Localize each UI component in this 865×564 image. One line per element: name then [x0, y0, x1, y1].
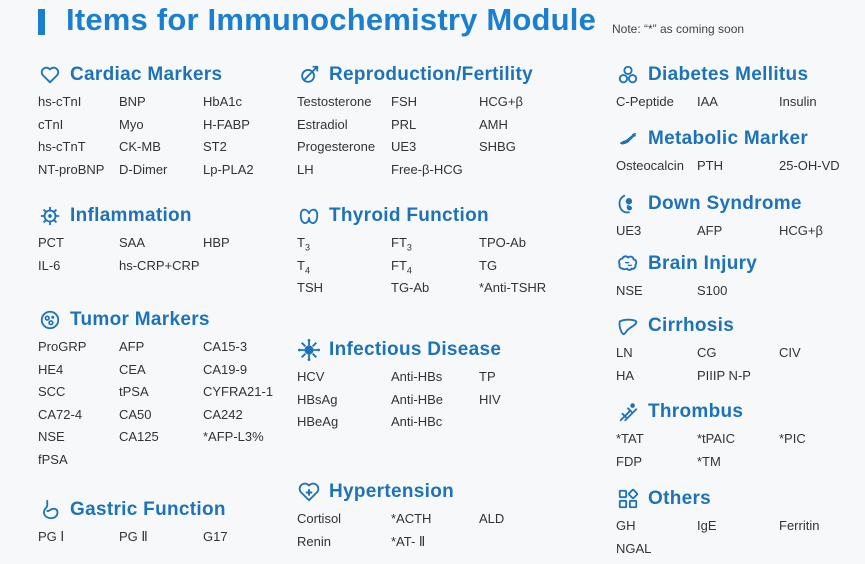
item-grid [616, 280, 865, 303]
item-label: NSE [616, 283, 643, 298]
item-label [297, 255, 391, 278]
item-label: Anti-HBs [391, 369, 443, 384]
stomach-icon [38, 498, 62, 522]
item-label: HE4 [38, 361, 64, 377]
item-base: T [297, 257, 305, 273]
item-label: FSH [391, 94, 417, 109]
item-label: HBP [203, 235, 230, 250]
section-metabolic-marker [616, 127, 865, 178]
heart-icon [38, 63, 62, 87]
item-grid [616, 220, 865, 243]
item-label: H-FABP [203, 116, 250, 132]
item-base: FT [391, 257, 407, 273]
molecule-icon [616, 63, 640, 87]
item-label: Myo [119, 116, 144, 132]
item-grid [297, 232, 569, 300]
item-label: Ferritin [779, 518, 820, 533]
item-label: Anti-HBc [391, 414, 443, 429]
item-label: *Anti-TSHR [479, 280, 547, 295]
item-label: CA125 [119, 429, 159, 444]
item-grid [38, 91, 293, 181]
section-title: Brain Injury [648, 253, 758, 274]
liver-icon [616, 314, 640, 338]
section-title: Others [648, 488, 712, 509]
item-grid [38, 232, 293, 277]
item-label: ST2 [203, 139, 227, 154]
item-label: PCT [38, 235, 64, 250]
section-gastric-function [38, 498, 293, 549]
item-label: Progesterone [297, 139, 376, 154]
item-label: HCG+β [479, 94, 523, 109]
grid-icon [616, 487, 640, 511]
section-brain-injury [616, 252, 865, 303]
heart-plus-icon [297, 480, 321, 504]
item-label: TG [479, 257, 498, 273]
item-label: CYFRA21-1 [203, 384, 274, 399]
item-grid [616, 515, 865, 560]
section-others [616, 487, 865, 560]
item-grid [616, 342, 865, 387]
item-subscript: 3 [304, 242, 310, 253]
section-cirrhosis [616, 314, 865, 387]
section-thrombus [616, 400, 865, 473]
item-subscript: 4 [406, 265, 412, 276]
item-label: Insulin [779, 94, 817, 109]
item-label: PIIIP N-P [697, 367, 751, 383]
item-label: TP [479, 369, 496, 384]
pathogen-icon [297, 338, 321, 362]
item-label: CA19-9 [203, 361, 248, 377]
item-label: HBsAg [297, 391, 338, 407]
section-down-syndrome [616, 192, 865, 243]
item-label: *AFP-L3% [203, 429, 264, 444]
thrombus-icon [616, 400, 640, 424]
item-label: D-Dimer [119, 161, 168, 177]
section-title: Thyroid Function [329, 205, 489, 226]
coming-soon-note: Note: “*” as coming soon [612, 22, 745, 36]
item-label: PG Ⅱ [119, 529, 148, 544]
item-label [391, 232, 479, 255]
item-subscript: 3 [406, 242, 412, 253]
item-label: GH [616, 518, 636, 533]
item-label: PRL [391, 116, 417, 132]
brain-icon [616, 252, 640, 276]
item-label: CA242 [203, 406, 243, 422]
item-label: ALD [479, 511, 505, 526]
section-title: Metabolic Marker [648, 128, 809, 149]
item-label: Free-β-HCG [391, 161, 463, 177]
item-label: Testosterone [297, 94, 372, 109]
item-grid [616, 428, 865, 473]
item-label: 25-OH-VD [779, 158, 840, 173]
section-thyroid-function [297, 204, 569, 300]
item-label: *PIC [779, 431, 806, 446]
item-label: NSE [38, 429, 65, 444]
item-grid [297, 508, 569, 553]
item-label: PG Ⅰ [38, 529, 65, 544]
item-grid [616, 155, 865, 178]
item-label: CA15-3 [203, 339, 248, 354]
item-label: UE3 [391, 139, 417, 154]
item-label: HCV [297, 369, 325, 384]
item-grid [38, 526, 293, 549]
item-label: *tPAIC [697, 431, 736, 446]
item-label: *TAT [616, 431, 644, 446]
item-label: HIV [479, 391, 501, 407]
section-reproduction-fertility [297, 63, 569, 181]
item-label: CIV [779, 345, 801, 360]
item-label: HbA1c [203, 94, 243, 109]
section-title: Tumor Markers [70, 309, 210, 330]
item-label: C-Peptide [616, 94, 674, 109]
section-title: Down Syndrome [648, 193, 802, 214]
item-label: SAA [119, 235, 146, 250]
item-label: LH [297, 161, 314, 177]
gender-icon [297, 63, 321, 87]
item-label: hs-CRP+CRP [119, 257, 200, 273]
item-grid [297, 366, 569, 434]
item-label: FDP [616, 453, 642, 469]
title-accent-bar [38, 9, 45, 35]
item-label: tPSA [119, 384, 149, 399]
item-label: cTnI [38, 116, 64, 132]
item-label: fPSA [38, 451, 68, 467]
item-subscript: 4 [304, 265, 310, 276]
section-cardiac-markers [38, 63, 293, 181]
bone-icon [616, 127, 640, 151]
item-label: HA [616, 367, 635, 383]
item-label: LN [616, 345, 633, 360]
section-title: Infectious Disease [329, 339, 502, 360]
cell-icon [38, 308, 62, 332]
section-title: Hypertension [329, 481, 455, 502]
section-tumor-markers [38, 308, 293, 471]
item-label: TPO-Ab [479, 235, 526, 250]
item-label: SCC [38, 384, 66, 399]
item-label: TSH [297, 280, 323, 295]
item-label: NT-proBNP [38, 161, 105, 177]
section-infectious-disease [297, 338, 569, 434]
item-label [391, 255, 479, 278]
item-label: HCG+β [779, 223, 823, 238]
item-grid [38, 336, 293, 471]
item-base: T [297, 235, 305, 250]
item-label: G17 [203, 529, 228, 544]
item-label: UE3 [616, 223, 642, 238]
item-label: CA72-4 [38, 406, 83, 422]
item-label: AMH [479, 116, 508, 132]
item-label: IgE [697, 518, 717, 533]
fetus-icon [616, 192, 640, 216]
section-title: Cardiac Markers [70, 64, 223, 85]
virus-icon [38, 204, 62, 228]
item-label: IL-6 [38, 257, 61, 273]
item-label: CG [697, 345, 717, 360]
item-label: hs-cTnI [38, 94, 82, 109]
item-label: TG-Ab [391, 280, 430, 295]
section-title: Inflammation [70, 205, 192, 226]
section-hypertension [297, 480, 569, 553]
item-label: hs-cTnT [38, 139, 86, 154]
item-label: Lp-PLA2 [203, 161, 254, 177]
item-grid [297, 91, 569, 181]
section-title: Thrombus [648, 401, 744, 422]
section-title: Reproduction/Fertility [329, 64, 533, 85]
section-inflammation [38, 204, 293, 277]
section-title: Diabetes Mellitus [648, 64, 809, 85]
page-title: Items for Immunochemistry Module [66, 2, 597, 37]
item-label: IAA [697, 94, 718, 109]
item-label: HBeAg [297, 414, 339, 429]
item-label: AFP [119, 339, 145, 354]
item-label: *AT- Ⅱ [391, 533, 426, 549]
item-label: CA50 [119, 406, 152, 422]
item-label: Osteocalcin [616, 158, 684, 173]
item-label: Estradiol [297, 116, 348, 132]
item-label: Renin [297, 533, 331, 549]
section-diabetes-mellitus [616, 63, 865, 114]
item-base: FT [391, 235, 407, 250]
item-label: SHBG [479, 139, 516, 154]
item-grid [616, 91, 865, 114]
item-label: ProGRP [38, 339, 87, 354]
item-label: Cortisol [297, 511, 342, 526]
section-title: Gastric Function [70, 499, 226, 520]
section-title: Cirrhosis [648, 315, 735, 336]
item-label [297, 232, 391, 255]
item-label: *ACTH [391, 511, 432, 526]
item-label: Anti-HBe [391, 391, 444, 407]
item-label: PTH [697, 158, 723, 173]
item-label: *TM [697, 453, 721, 469]
item-label: CEA [119, 361, 146, 377]
item-label: S100 [697, 283, 728, 298]
item-label: CK-MB [119, 139, 161, 154]
item-label: AFP [697, 223, 723, 238]
thyroid-icon [297, 204, 321, 228]
item-label: BNP [119, 94, 146, 109]
item-label: NGAL [616, 540, 652, 556]
